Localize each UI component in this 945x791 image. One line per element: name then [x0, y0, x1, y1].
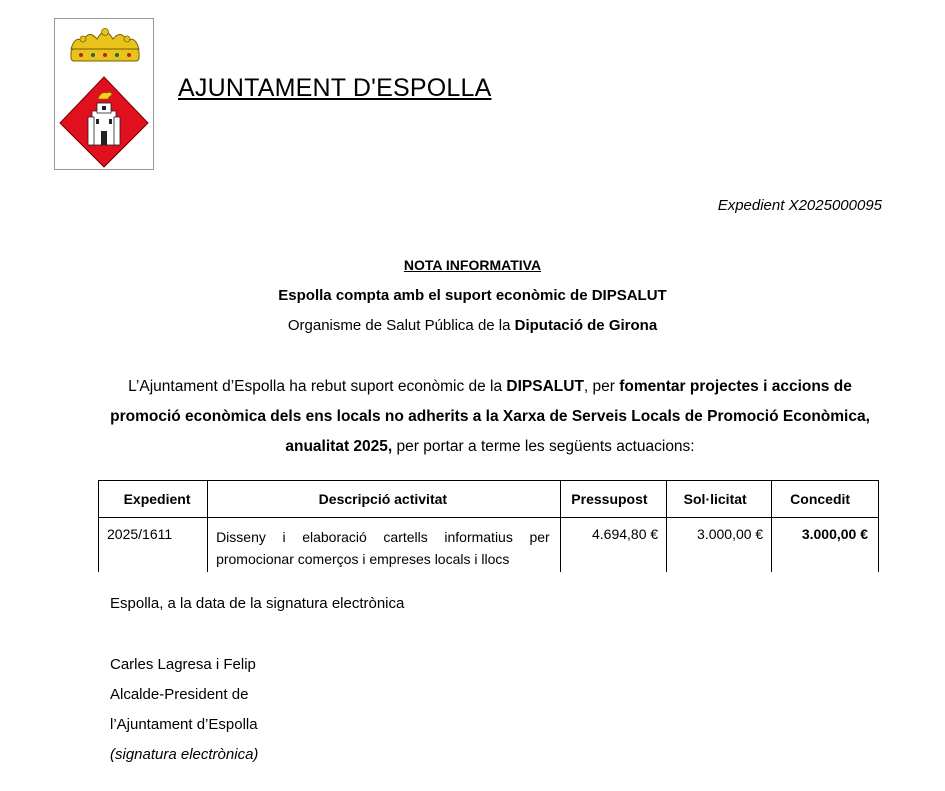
notice-organism-prefix: Organisme de Salut Pública de la: [287, 317, 515, 334]
cell-concedit: 3.000,00 €: [772, 518, 879, 572]
expedient-reference: Expedient X2025000095: [717, 197, 882, 214]
para-bold-2: fomentar projectes i accions de promoció econòmica dels ens locals no adherits a la Xarxa de Serveis Locals de Promoció Econòmica, anualitat 2025,: [110, 378, 870, 455]
signatory-name: Carles Lagresa i Felip: [110, 656, 256, 673]
signatory-role-1: Alcalde-President de: [110, 686, 249, 703]
col-header-expedient: Expedient: [99, 481, 208, 518]
municipal-coat-of-arms-icon: [55, 19, 153, 169]
organization-title: AJUNTAMENT D'ESPOLLA: [178, 74, 492, 102]
notice-organism-name: Diputació de Girona: [514, 317, 658, 334]
signature-note: (signatura electrònica): [110, 746, 259, 763]
para-text-2: , per: [583, 378, 620, 395]
place-date: Espolla, a la data de la signatura electrònica: [110, 595, 405, 612]
signatory-role-2: l’Ajuntament d’Espolla: [110, 716, 258, 733]
body-paragraph: [100, 372, 880, 462]
para-text-3: per portar a terme les següents actuacions:: [392, 438, 695, 455]
crown-icon: [71, 29, 139, 62]
col-header-pressupost: Pressupost: [560, 481, 666, 518]
col-header-descripcio: Descripció activitat: [208, 481, 561, 518]
table-header-row: [99, 481, 879, 518]
activities-table: [98, 480, 879, 572]
para-bold-1: DIPSALUT: [506, 378, 584, 395]
para-text-1: L’Ajuntament d’Espolla ha rebut suport econòmic de la: [128, 378, 507, 395]
shield-icon: [60, 77, 148, 167]
coat-of-arms: [54, 18, 154, 170]
col-header-sollicitat: Sol·licitat: [667, 481, 772, 518]
notice-organism: [0, 317, 945, 334]
cell-descripcio: Disseny i elaboració cartells informatius per promocionar comerços i empreses locals i llocs: [208, 518, 561, 572]
cell-expedient: 2025/1611: [99, 518, 208, 572]
cell-pressupost: 4.694,80 €: [560, 518, 666, 572]
table-row: [99, 518, 879, 572]
cell-sollicitat: 3.000,00 €: [667, 518, 772, 572]
notice-title: NOTA INFORMATIVA: [403, 257, 542, 273]
notice-subtitle: Espolla compta amb el suport econòmic de DIPSALUT: [278, 287, 667, 304]
col-header-concedit: Concedit: [772, 481, 879, 518]
